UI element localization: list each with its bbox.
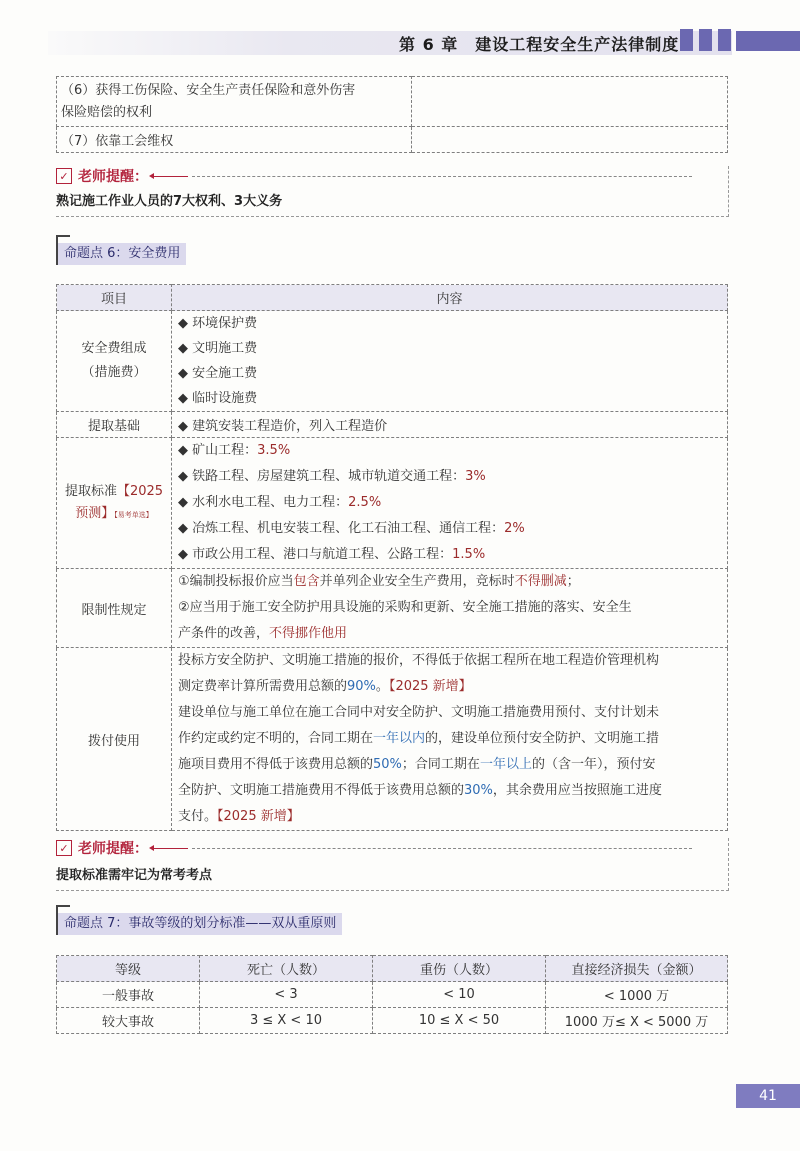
row-content: ①编制投标报价应当包含并单列企业安全生产费用，竞标时不得删减； ②应当用于施工安全防护用具设施的采购和更新、安全施工措施的落实、安全生 产条件的改善，不得挪作他用 <box>172 569 728 648</box>
teacher-tip-header <box>56 166 692 186</box>
row-content: 投标方安全防护、文明施工措施的报价，不得低于依据工程所在地工程造价管理机构 测定费率计算所需费用总额的90%。【2025 新增】 建设单位与施工单位在施工合同中对安全防护、文明施工措施费用预付、支付计划未 作约定或约定不明的，合同工期在一年以内的，建设单位预付安全防护、文明施工措 施项目费用不得低于该费用总额的50%；合同工期在一年以上的（含一年），预付安 全防护、文明施工措施费用不得低于该费用总额的30%，其余费用应当按照施工进度 支付。【2025 新增】 <box>172 648 728 831</box>
table-cell: （6）获得工伤保险、安全生产责任保险和意外伤害 保险赔偿的权利 <box>57 77 412 127</box>
table-row <box>57 77 728 127</box>
arrow-left-icon <box>154 848 188 849</box>
row-content: ◆ 矿山工程：3.5% ◆ 铁路工程、房屋建筑工程、城市轨道交通工程：3% ◆ 水利水电工程、电力工程：2.5% ◆ 冶炼工程、机电安装工程、化工石油工程、通信工程：2% ◆ 市政公用工程、港口与航道工程、公路工程：1.5% <box>172 438 728 569</box>
row-label: 提取基础 <box>57 412 172 438</box>
table-row: 较大事故 3 ≤ X < 10 10 ≤ X < 50 1000 万≤ X < 5000 万 <box>57 1008 728 1034</box>
teacher-tip-title: 老师提醒： <box>78 169 148 185</box>
teacher-tip-title: 老师提醒： <box>78 841 148 857</box>
column-header: 直接经济损失（金额） <box>546 956 728 982</box>
section-heading: 命题点 7：事故等级的划分标准——双从重原则 <box>56 913 342 935</box>
header-block-1 <box>680 29 693 51</box>
table-row <box>57 438 728 569</box>
teacher-tip-box <box>56 838 729 891</box>
table-row <box>57 569 728 648</box>
chapter-title: 第 6 章 建设工程安全生产法律制度 <box>399 35 680 54</box>
teacher-tip-body: 熟记施工作业人员的7大权利、3大义务 <box>56 194 283 209</box>
row-content: ◆ 环境保护费 ◆ 文明施工费 ◆ 安全施工费 ◆ 临时设施费 <box>172 311 728 412</box>
column-header: 等级 <box>57 956 200 982</box>
divider <box>192 848 692 849</box>
checkbox-icon: ✓ <box>56 168 72 184</box>
column-header: 重伤（人数） <box>373 956 546 982</box>
section-heading: 命题点 6：安全费用 <box>56 243 186 265</box>
header-block-4 <box>736 31 800 51</box>
header-block-2 <box>699 29 712 51</box>
row-label: 提取标准【2025 预测】【易考单选】 <box>57 438 172 569</box>
header-block-3 <box>718 29 731 51</box>
table-row <box>57 311 728 412</box>
checkbox-icon: ✓ <box>56 840 72 856</box>
row-label: 限制性规定 <box>57 569 172 648</box>
table-header-row <box>57 285 728 311</box>
teacher-tip-header <box>56 838 692 858</box>
table-header-row <box>57 956 728 982</box>
page-number: 41 <box>736 1084 800 1108</box>
accident-level-table <box>56 955 728 1034</box>
safety-cost-table <box>56 284 728 831</box>
row-label: 拨付使用 <box>57 648 172 831</box>
column-header: 内容 <box>172 285 728 311</box>
divider <box>192 176 692 177</box>
row-content: ◆ 建筑安装工程造价，列入工程造价 <box>172 412 728 438</box>
table-row: 一般事故 < 3 < 10 < 1000 万 <box>57 982 728 1008</box>
column-header: 项目 <box>57 285 172 311</box>
table-row <box>57 412 728 438</box>
table-row <box>57 648 728 831</box>
rights-table <box>56 76 728 153</box>
teacher-tip-body: 提取标准需牢记为常考考点 <box>56 868 213 883</box>
table-cell <box>412 127 728 153</box>
table-row <box>57 127 728 153</box>
table-cell <box>412 77 728 127</box>
column-header: 死亡（人数） <box>200 956 373 982</box>
row-label: 安全费组成 （措施费） <box>57 311 172 412</box>
table-cell: （7）依靠工会维权 <box>57 127 412 153</box>
arrow-left-icon <box>154 176 188 177</box>
teacher-tip-box <box>56 166 729 217</box>
